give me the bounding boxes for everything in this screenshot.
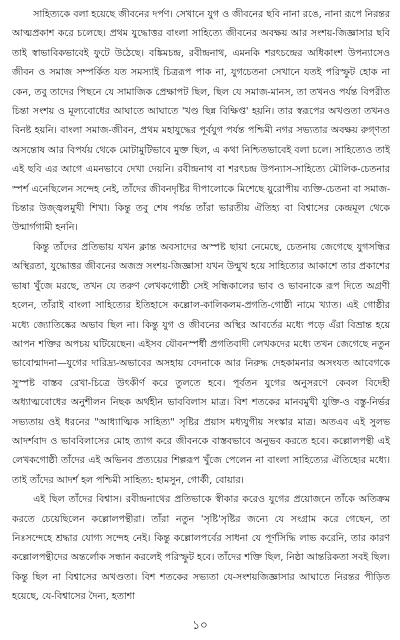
page-number: ১০: [192, 618, 208, 632]
paragraph-1: সাহিত্যকে বলা হয়েছে জীবনের দর্পণ। সেখানে যুগ ও জীবনের ছবি নানা রঙে, নানা রূপে নিরন্তর আত্মপ্রকাশ করে চলেছে। প্রথম যুদ্ধোত্তর বাংলা সাহিত্যে জীবনের অবক্ষয় আর সংশয়-জিজ্ঞাসার ছবি তাই স্বাভাবিকভাবেই ফুটে উঠেছে। বঙ্কিমচন্দ্র, রবীন্দ্রনাথ, এমনকি শরৎচন্দ্রের অধিকাংশ উপন্যাসেও জীবন ও সমাজ সম্পর্কিত যত সমস্যাই চিত্ররূপ পাক না, যুগচেতনা সেখানে যতই পরিস্ফুট হোক না কেন, তবু তাদের পিছনে যে সামাজিক প্রেক্ষাপট ছিল, ছিল যে সমাজ-মানস, তা তখনও পর্যন্ত বিপরীত চিন্তা সংশয় ও মূল্যবোধের আঘাতে আঘাতে 'খণ্ড ছিন্ন বিক্ষিপ্ত' হয়নি। তার স্বরূপের অখণ্ডতা তখনও বিনষ্ট হয়নি। বাংলা সমাজ-জীবন, প্রথম মহাযুদ্ধের পূর্বযুগ পর্যন্ত পশ্চিমী নগর সভ্যতার অবক্ষয় রুগ্ণতা অসন্তোষ আর বিপর্যয় থেকে মোটামুটিভাবে মুক্ত ছিল, এ কথা নিশ্চিতভাবেই বলা চলে। সাহিত্যেও তাই এই ছবি এর আগে এমনভাবে দেখা দেয়নি। রবীন্দ্রনাথ বা শরৎচন্দ্র উপন্যাস-সাহিত্যে মৌলিক-চেতনার স্পর্শ এনেছিলেন সন্দেহ নেই, তাঁদের জীবনদৃষ্টির দীপালোকে মিশেছে য়ুরোপীয় ব্যক্তি-চেতনা বা সমাজ-চিন্তার উজ্জ্বলমুখী শিখা। কিন্তু তবু শেষ পর্যন্ত তাঁরা ভারতীয় ঐতিহ্য বা বিশ্বাসের কেন্দ্রমূল থেকে উন্মার্গগামী হননি।: [12, 9, 390, 234]
paragraph-2: কিন্তু তাঁদের প্রতিভায় যখন ক্লান্ত অবসাদের অস্পষ্ট ছায়া নেমেছে, চেতনায় জেগেছে যুগসন্ধির অস্থিরতা, যুদ্ধোত্তর জীবনের অজস্র সংশয়-জিজ্ঞাসা যখন উন্মুখ হয়ে সাহিত্যের আকাশে তার প্রকাশের ভাষা খুঁজে মরছে, তখন যে তরুণ লেখকগোষ্ঠী সেই সন্ধিকালের ভাব ও ভাবনাকে রূপ দিতে অগ্রণী হলেন, তাঁরাই বাংলা সাহিত্যের ইতিহাসে কল্লোল-কালিকলম-প্রগতি-গোষ্ঠী নামে খ্যাত। এই গোষ্ঠীর মধ্যে জ্যোতিষ্কের অভাব ছিল না। কিন্তু যুগ ও জীবনের অস্থির আবর্তের মধ্যে পড়ে এঁরা বিভ্রান্ত হয়ে আপন শক্তির অপচয় ঘটিয়েছেন। এইসব যৌবনস্পর্ধী প্রগতিবাদী লেখকদের মধ্যে তখন জেগেছে নতুন ভাবোন্মাদনা—যুগের দারিদ্র্য-অভাবের অসহায় বেদনাকে আর নিরুদ্ধ দেহকামনার অসংযত আবেগকে সুস্পষ্ট বাস্তব রেখা-চিত্রে উৎকীর্ণ করে তুলতে হবে। পূর্বতন যুগের অনুসরণে কেবল বিদেহী অধ্যাত্মবোধের অনুশীলন নিছক অর্থহীন ভাববিলাস মাত্র। বিশ শতকের মানবমুখী যুক্তি-ও বস্তু-নির্ভর সভ্যতায় ওই ধরনের "আধ্যাত্মিক সাহিত্য" সৃষ্টির প্রয়াস মধ্যযুগীয় সংস্কার মাত্র। অতএব এই সুলভ আদর্শবাদ ও ভাববিলাসের মোহ ত্যাগ করে জীবনকে বাস্তবভাবে অনুভব করতে হবে। কল্লোলপন্থী এই লেখকগোষ্ঠী তাঁদের এই অভিনব প্রত্যয়ের শিল্পরূপ খুঁজে পেলেন না বাংলা সাহিত্যের ঐতিহ্যের মধ্যে। তাই তাঁদের আদর্শ হল পশ্চিমী সাহিত্য: হামসুন, গোর্কী, বোয়ার।: [12, 241, 390, 486]
paragraph-3: এই ছিল তাঁদের বিশ্বাস। রবীন্দ্রনাথের প্রতিভাকে স্বীকার করেও যুগের প্রয়োজনে তাঁকে অতিক্রম করতে চেয়েছিলেন কল্লোলপন্থীরা। তাঁরা নতুন 'সৃষ্টি'সৃষ্টির জন্যে যে সংগ্রাম করে গেছেন, তা নিঃসন্দেহে শ্রদ্ধার যোগ্য সন্দেহ নেই। কিন্তু কল্লোলপর্বের সাধনা যে পূর্ণসিদ্ধি লাভ করেনি, তার কারণ কল্লোলপন্থীদের অন্তর্লোক সন্ধান করলেই পরিস্ফুট হবে। তাঁদের শক্তি ছিল, নিষ্ঠা আন্তরিকতা সবই ছিল। কিন্তু ছিল না বিশ্বাসের অখণ্ডতা। বিশ শতকের সভ্যতা যে-সংশয়জিজ্ঞাসার আঘাতে নিরন্তর পীড়িত হয়েছে, যে-বিশ্বাসের দৈন্য, হতাশা: [12, 494, 390, 603]
